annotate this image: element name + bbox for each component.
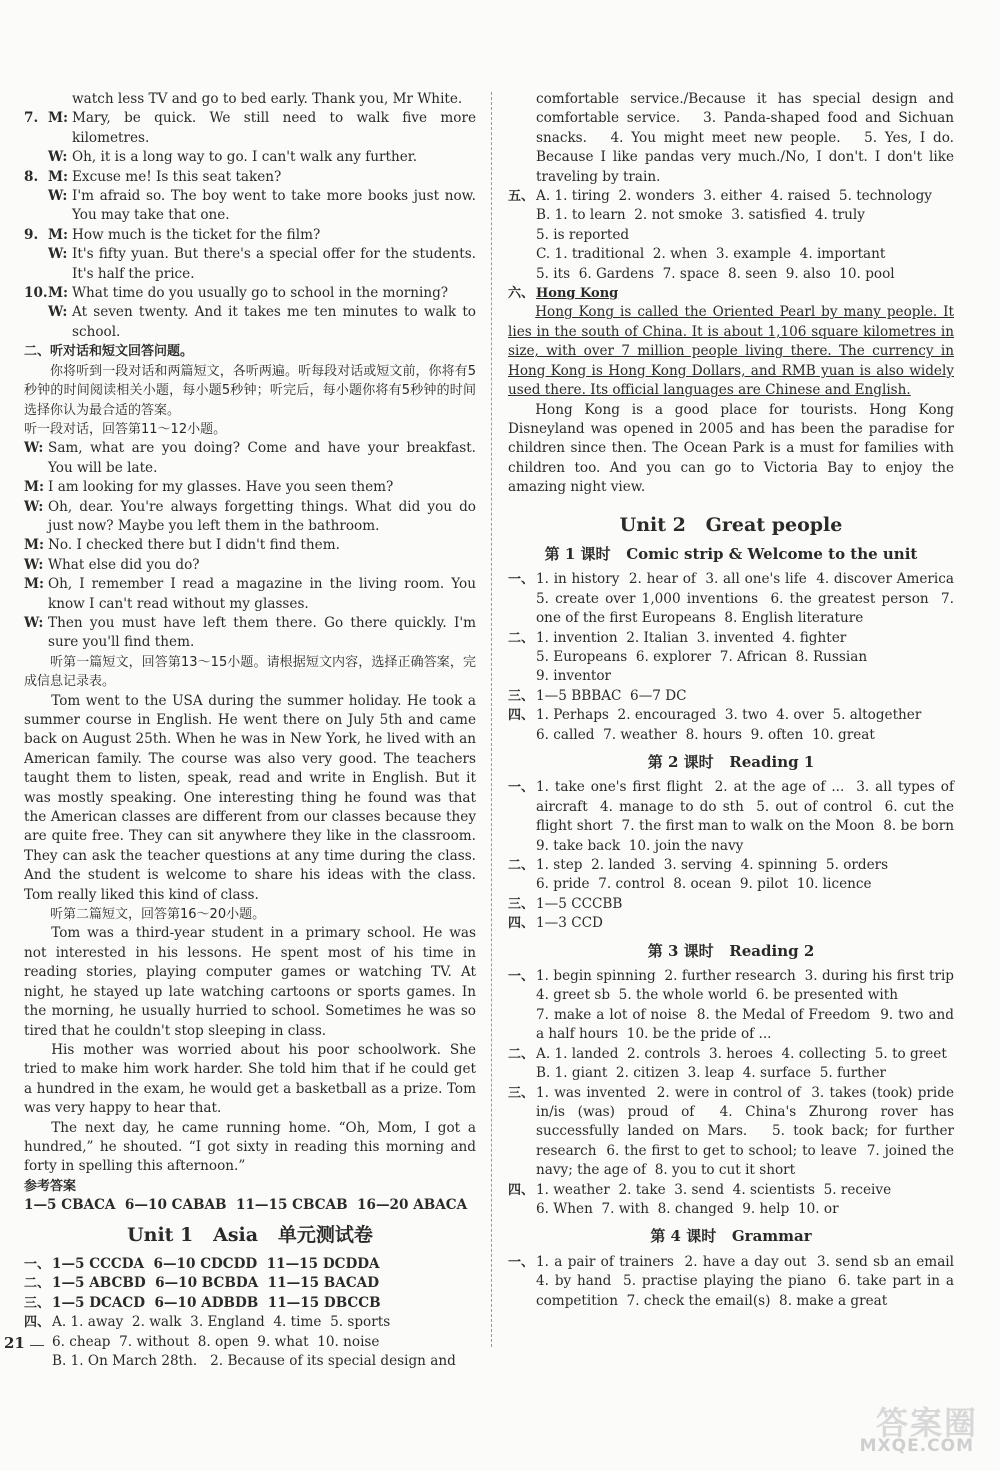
lesson3-row (508, 1045, 954, 1064)
section-label (508, 90, 536, 187)
passage2-paragraph-1: Tom was a third-year student in a primary school. He was not interested in his lessons. He spent most of his time in reading stories, playing computer games or watching TV. At night, he stayed up late watching cartoons or sports games. In the morning, he usually hurried to school. Sometimes he was so tired that he couldn't stop sleeping in class. (24, 925, 476, 1039)
dialogue-11-12 (24, 439, 476, 652)
section-label: 三、 (508, 688, 535, 704)
unit1-cont-row (508, 187, 954, 206)
answer-text: 1—3 CCD (536, 915, 603, 932)
dialogue-line (24, 245, 476, 284)
lesson4-answers (508, 1253, 963, 1311)
section-label: 一、 (508, 780, 535, 796)
dialogue-line (24, 536, 476, 555)
dialogue-text: Sam, what are you doing? Come and have your breakfast. You will be late. (48, 440, 476, 476)
unit1-row (24, 1333, 476, 1352)
section-label: 一、 (508, 1254, 535, 1270)
item-number: 8. (24, 168, 39, 185)
speaker-label: W: (24, 556, 44, 573)
section-label (508, 648, 536, 667)
speaker-label: M: (24, 576, 45, 593)
section-label: 一、 (508, 969, 535, 985)
answer-text: 1. invention 2. Italian 3. invented 4. fighter (536, 629, 847, 646)
left-column (24, 90, 476, 1371)
dialogue-text: Oh, dear. You're always forgetting things. What did you do just now? Maybe you left them in the bathroom. (48, 498, 476, 534)
section-label (508, 1006, 536, 1045)
answer-text: 9. inventor (536, 668, 612, 685)
answer-text: 1. begin spinning 2. further research 3. during his first trip 4. greet sb 5. the whole world 6. be presented with (536, 968, 963, 1004)
section-label (508, 226, 536, 245)
lesson1-row (508, 629, 954, 648)
dialogue-line (24, 556, 476, 575)
speaker-label: M: (48, 110, 69, 127)
section-label: 二、 (508, 1046, 535, 1062)
answer-text: 6. cheap 7. without 8. open 9. what 10. noise (52, 1333, 380, 1350)
dialogue-line (24, 148, 476, 167)
answer-text: 1. Perhaps 2. encouraged 3. two 4. over 5. altogether (536, 707, 922, 724)
speaker-label: W: (24, 614, 44, 631)
dialogue-line (24, 109, 476, 148)
answer-text: 1—5 CCCBB (536, 895, 623, 912)
page-number: 21 (4, 1334, 25, 1352)
dialogue-line (24, 478, 476, 497)
speaker-label: W: (24, 440, 44, 457)
reference-answers: 1—5 CBACA 6—10 CABAB 11—15 CBCAB 16—20 ABACA (24, 1197, 468, 1214)
answer-text: 1—5 DCACD 6—10 ADBDB 11—15 DBCCB (52, 1294, 381, 1311)
section2-instructions: 你将听到一段对话和两篇短文，各听两遍。听每段对话或短文前，你将有5秒钟的时间阅读相关小题，每小题5秒钟；听完后，每小题你将有5秒钟的时间选择你认为最合适的答案。 (24, 363, 476, 418)
lesson1-row (508, 570, 963, 628)
section-label: 二、 (508, 858, 535, 874)
answer-text: 1. weather 2. take 3. send 4. scientists 5. receive (536, 1181, 892, 1198)
section-label (508, 265, 536, 284)
speaker-label: M: (24, 479, 45, 496)
section-label: 四、 (508, 916, 535, 932)
speaker-label: M: (48, 226, 69, 243)
lesson1-row (508, 667, 954, 686)
lesson2-row (508, 856, 954, 875)
dialogue-line (24, 439, 476, 478)
dialogue-text: Oh, it is a long way to go. I can't walk any further. (72, 149, 418, 166)
watermark-line1: 答案圈 (875, 1404, 978, 1442)
page-number-dash (30, 1345, 44, 1346)
dialogue-text: How much is the ticket for the film? (72, 226, 321, 243)
lesson2-row (508, 875, 954, 894)
dialogue-line (24, 575, 476, 614)
section2-sub1: 听一段对话，回答第11～12小题。 (24, 421, 227, 437)
answer-text: 1. a pair of trainers 2. have a day out 3. send sb an email 4. by hand 5. practise playing the piano 6. take part in a competition 7. check the email(s) 8. make a great (536, 1253, 963, 1309)
section-label (24, 1352, 52, 1371)
passage2-paragraph-3: The next day, he came running home. “Oh, Mom, I got a hundred,” he shouted. “I got sixty in reading this morning and forty in spelling this afternoon.” (24, 1119, 476, 1175)
passage2-paragraph-2: His mother was worried about his poor schoolwork. She tried to make him work harder. She told him that if he could get a hundred in the exam, he would get a basketball as a prize. Tom was very happy to hear that. (24, 1041, 476, 1117)
section-label (508, 1064, 536, 1083)
unit1-row (24, 1313, 476, 1332)
lesson2-answers (508, 778, 963, 933)
dialogue-text: Mary, be quick. We still need to walk five more kilometres. (72, 110, 476, 146)
lesson3-row (508, 1006, 959, 1045)
lesson2-title: 第 2 课时 Reading 1 (647, 753, 815, 771)
speaker-label: W: (48, 149, 68, 166)
lesson3-row (508, 1181, 954, 1200)
answer-text: 1. in history 2. hear of 3. all one's life 4. discover America 5. create over 1,000 inventions 6. the greatest person 7. one of the first Europeans 8. English literature (536, 571, 963, 627)
dialogue-line (24, 187, 476, 226)
unit1-test-title: Unit 1 Asia 单元测试卷 (127, 1223, 373, 1246)
unit1-cont-row (508, 265, 954, 284)
speaker-label: W: (48, 246, 68, 263)
answer-text: B. 1. giant 2. citizen 3. leap 4. surface 5. further (536, 1065, 887, 1082)
speaker-label: M: (48, 168, 69, 185)
dialogue-text: Oh, I remember I read a magazine in the living room. You know I can't read without my glasses. (48, 576, 476, 612)
answer-text: C. 1. traditional 2. when 3. example 4. important (536, 246, 886, 263)
unit1-row (24, 1352, 476, 1371)
section-label: 五、 (508, 189, 535, 205)
lesson1-row (508, 726, 954, 745)
passage1-text: Tom went to the USA during the summer holiday. He took a summer course in English. He went there on July 5th and came back on August 25th. When he was in New York, he lived with an American family. The course was also very good. The teachers taught them to listen, speak, read and write in English. But it was mostly speaking. One interesting thing he found was that the American classes are different from our classes because they are quite free. They can sit anywhere they like in the classroom. They can ask the teacher questions at any time during the class. And the student is welcome to share his ideas with the class. Tom really liked this kind of class. (24, 692, 476, 903)
answer-text: 1. take one's first flight 2. at the age of ... 3. all types of aircraft 4. manage to do sth 5. out of control 6. cut the flight short 7. the first man to walk on the Moon 8. be born 9. take back 10. join the navy (536, 779, 963, 854)
passage2-instructions: 听第二篇短文，回答第16～20小题。 (50, 907, 266, 923)
dialogue-text: No. I checked there but I didn't find them. (48, 537, 340, 554)
section-label (508, 726, 536, 745)
section-label (508, 667, 536, 686)
answer-text: 5. is reported (536, 226, 630, 243)
answer-text: 6. When 7. with 8. changed 9. help 10. or (536, 1200, 839, 1217)
dialogue-line (24, 226, 476, 245)
section-label: 三、 (508, 1085, 535, 1101)
unit1-answers-continued (508, 90, 959, 284)
column-divider (491, 92, 492, 1347)
section-label: 三、 (508, 896, 535, 912)
unit1-answers (24, 1255, 476, 1371)
section6 (508, 284, 954, 303)
lesson3-row (508, 1200, 954, 1219)
answer-text: 1. step 2. landed 3. serving 4. spinning 5. orders (536, 857, 889, 874)
listening-script-part1 (24, 90, 476, 342)
answer-text: comfortable service./Because it has special design and comfortable service. 3. Panda-shaped food and Sichuan snacks. 4. You might meet new people. 5. Yes, I do. Because I like pandas very much./No, I don't. I don't like traveling by train. (536, 91, 959, 185)
answer-text: 5. its 6. Gardens 7. space 8. seen 9. also 10. pool (536, 265, 895, 282)
unit1-cont-row (508, 206, 954, 225)
answer-text: 6. pride 7. control 8. ocean 9. pilot 10. licence (536, 876, 872, 893)
dialogue-text: I'm afraid so. The boy went to take more books just now. You may take that one. (72, 188, 476, 224)
section-label (508, 245, 536, 264)
lesson1-answers (508, 570, 963, 745)
lesson1-title: 第 1 课时 Comic strip & Welcome to the unit (544, 544, 918, 563)
dialogue-text: Excuse me! Is this seat taken? (72, 168, 282, 185)
unit1-row (24, 1274, 476, 1293)
lesson3-answers (508, 967, 963, 1219)
section2-title: 二、听对话和短文回答问题。 (24, 344, 194, 360)
answer-text: 7. make a lot of noise 8. the Medal of Freedom 9. two and a half hours 10. be the pride of ... (536, 1006, 959, 1043)
lesson1-row (508, 648, 954, 667)
answer-text: 1—5 BBBAC 6—7 DC (536, 687, 687, 704)
answer-text: 5. Europeans 6. explorer 7. African 8. Russian (536, 648, 868, 665)
answer-text: B. 1. On March 28th. 2. Because of its special design and (52, 1353, 456, 1369)
dialogue-text: What time do you usually go to school in the morning? (72, 285, 449, 302)
unit1-cont-row (508, 90, 959, 187)
answer-text: A. 1. tiring 2. wonders 3. either 4. raised 5. technology (536, 188, 932, 205)
lesson1-row (508, 687, 954, 706)
speaker-label: M: (48, 285, 69, 302)
dialogue-line (24, 168, 476, 187)
speaker-label: W: (48, 304, 68, 321)
reference-answers-title: 参考答案 (24, 1178, 77, 1194)
unit1-cont-row (508, 245, 954, 264)
hong-kong-title: Hong Kong (536, 286, 619, 302)
passage1-instructions: 听第一篇短文，回答第13～15小题。请根据短文内容，选择正确答案，完成信息记录表。 (24, 654, 476, 690)
section-label (508, 1200, 536, 1219)
section-label: 一、 (24, 1256, 51, 1272)
unit1-cont-row (508, 226, 954, 245)
lesson2-row (508, 914, 954, 933)
answer-text: A. 1. landed 2. controls 3. heroes 4. collecting 5. to greet (536, 1045, 947, 1062)
lesson3-row (508, 967, 963, 1006)
lesson3-row (508, 1084, 959, 1181)
dialogue-line (24, 284, 476, 303)
lesson2-row (508, 778, 963, 856)
watermark-logo (783, 1398, 978, 1464)
lesson1-row (508, 706, 954, 725)
dialogue-line (24, 498, 476, 537)
answer-text: 1—5 ABCBD 6—10 BCBDA 11—15 BACAD (52, 1275, 380, 1292)
dialogue-text: It's fifty yuan. But there's a special offer for the students. It's half the price. (72, 246, 476, 282)
dialogue-text: I am looking for my glasses. Have you seen them? (48, 479, 394, 496)
dialogue-line (24, 614, 476, 653)
lesson4-row (508, 1253, 963, 1311)
speaker-label: W: (24, 498, 44, 515)
dialogue-line: watch less TV and go to bed early. Thank you, Mr White. (72, 91, 463, 107)
dialogue-text: What else did you do? (48, 556, 200, 573)
hong-kong-paragraph-2: Hong Kong is a good place for tourists. Hong Kong Disneyland was opened in 2005 and has been the paradise for children since then. The Ocean Park is a must for families with children too. And you can go to Victoria Bay to enjoy the amazing night view. (508, 401, 954, 496)
unit2-title: Unit 2 Great people (619, 513, 843, 536)
section-label: 四、 (24, 1315, 51, 1331)
answer-text: 1—5 CCCDA 6—10 CDCDD 11—15 DCDDA (52, 1255, 380, 1272)
section-label: 四、 (508, 1182, 535, 1198)
item-number: 10. (24, 285, 48, 302)
speaker-label: M: (24, 537, 45, 554)
dialogue-line (24, 303, 476, 342)
section-label: 三、 (24, 1295, 51, 1311)
section-label (24, 1333, 52, 1352)
section-label (508, 206, 536, 225)
answer-text: B. 1. to learn 2. not smoke 3. satisfied 4. truly (536, 207, 865, 224)
dialogue-text: Then you must have left them there. Go there quickly. I'm sure you'll find them. (48, 614, 476, 651)
answer-text: A. 1. away 2. walk 3. England 4. time 5. sports (52, 1314, 391, 1331)
dialogue-text: At seven twenty. And it takes me ten minutes to walk to school. (72, 304, 476, 340)
unit1-row (24, 1294, 476, 1313)
item-number: 7. (24, 110, 39, 127)
section-label: 二、 (508, 630, 535, 646)
speaker-label: W: (48, 188, 68, 205)
hong-kong-paragraph-1: Hong Kong is called the Oriented Pearl by many people. It lies in the south of China. It is about 1,106 square kilometres in size, with over 7 million people living there. The currency in Hong Kong is Hong Kong Dollars, and RMB yuan is also widely used there. Its official languages are Chinese and English. (508, 304, 954, 399)
answer-text: 6. called 7. weather 8. hours 9. often 10. great (536, 726, 875, 743)
lesson2-row (508, 895, 954, 914)
lesson4-title: 第 4 课时 Grammar (650, 1227, 812, 1246)
lesson3-row (508, 1064, 954, 1083)
section-label: 一、 (508, 572, 535, 588)
answer-text: 1. was invented 2. were in control of 3. takes (took) pride in/is (was) proud of 4. China's Zhurong rover has successfully landed on Mars. 5. took back; for further research 6. the first to get to school; to leave 7. joined the navy; the age of 8. you to cut it short (536, 1084, 959, 1179)
item-number: 9. (24, 226, 39, 243)
section6-label: 六、 (508, 286, 535, 302)
section-label (508, 875, 536, 894)
lesson3-title: 第 3 课时 Reading 2 (647, 941, 815, 960)
right-column (508, 90, 963, 1311)
watermark-line2: MXQE.COM (859, 1436, 974, 1456)
section-label: 四、 (508, 708, 535, 724)
unit1-row (24, 1255, 476, 1274)
section-label: 二、 (24, 1276, 51, 1292)
